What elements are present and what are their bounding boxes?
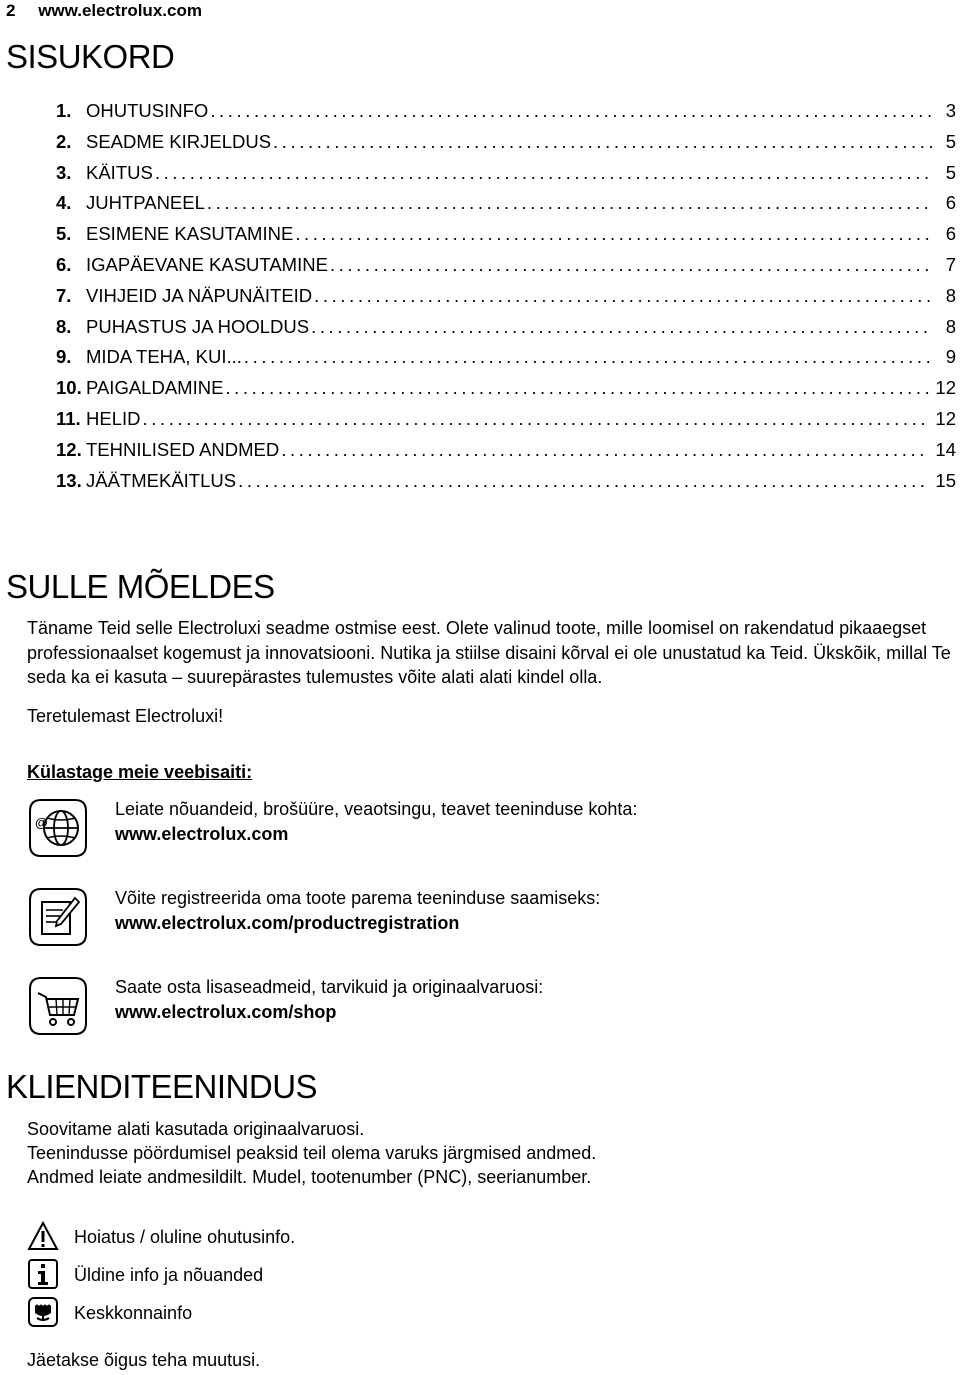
- toc-leader-dots: [244, 342, 932, 372]
- customer-service-line: Andmed leiate andmesildilt. Mudel, tootenumber (PNC), seerianumber.: [27, 1167, 592, 1187]
- page-number: 2: [6, 1, 16, 20]
- toc-entry-number: 1.: [56, 100, 72, 121]
- toc-entry-number: 2.: [56, 130, 72, 152]
- toc-entry-page: 3: [945, 100, 956, 121]
- toc-leader-dots: [281, 435, 929, 465]
- toc-leader-dots: [273, 127, 932, 157]
- toc-leader-dots: [143, 404, 930, 434]
- toc-entry[interactable]: [56, 158, 956, 189]
- customer-service-line: Teenindusse pöördumisel peaksid teil olema varuks järgmised andmed.: [27, 1143, 597, 1163]
- warning-icon: [27, 1220, 59, 1252]
- toc-entry-title: KÄITUS: [86, 161, 153, 183]
- toc-entry-page: 5: [945, 161, 956, 183]
- legend-text: Üldine info ja nõuanded: [74, 1265, 264, 1285]
- toc-entry-title: VIHJEID JA NÄPUNÄITEID: [86, 284, 313, 306]
- shopping-cart-icon: [27, 975, 89, 1037]
- toc-leader-dots: [311, 312, 932, 342]
- website-link[interactable]: www.electrolux.com/productregistration: [115, 912, 460, 933]
- toc-entry-title: MIDA TEHA, KUI...: [86, 346, 242, 368]
- legend-row-environment: [27, 1296, 527, 1332]
- toc-entry-title: PUHASTUS JA HOOLDUS: [86, 315, 310, 337]
- toc-entry-number: 9.: [56, 346, 72, 368]
- toc-heading: SISUKORD: [6, 38, 175, 75]
- toc-leader-dots: [238, 466, 929, 496]
- legend-text: Hoiatus / oluline ohutusinfo.: [74, 1227, 296, 1247]
- toc-entry-page: 12: [935, 407, 956, 429]
- svg-text:@: @: [35, 815, 48, 830]
- toc-leader-dots: [314, 281, 932, 311]
- legend-row-warning: [27, 1220, 527, 1256]
- customer-service-heading: KLIENDITEENINDUS: [6, 1068, 318, 1105]
- toc-entry[interactable]: [56, 312, 956, 343]
- toc-entry-title: HELID: [86, 407, 141, 429]
- intro-heading: SULLE MÕELDES: [6, 568, 275, 605]
- legend-text: Keskkonnainfo: [74, 1303, 193, 1323]
- toc-entry-page: 7: [945, 253, 956, 275]
- toc-entry-number: 4.: [56, 192, 72, 214]
- toc-entry-page: 8: [945, 284, 956, 306]
- toc-entry-number: 5.: [56, 223, 72, 245]
- table-of-contents: [56, 96, 956, 496]
- toc-entry-title: TEHNILISED ANDMED: [86, 438, 280, 460]
- website-link[interactable]: www.electrolux.com: [115, 823, 289, 844]
- info-icon: [27, 1258, 59, 1290]
- toc-entry[interactable]: [56, 127, 956, 158]
- legend-row-info: [27, 1258, 527, 1294]
- toc-entry-number: 12.: [56, 438, 82, 460]
- toc-entry-title: JUHTPANEEL: [86, 192, 205, 214]
- toc-leader-dots: [295, 219, 932, 249]
- toc-leader-dots: [210, 96, 932, 126]
- toc-entry-title: OHUTUSINFO: [86, 100, 209, 121]
- toc-entry-title: IGAPÄEVANE KASUTAMINE: [86, 253, 328, 275]
- toc-entry-page: 9: [945, 346, 956, 368]
- intro-paragraph: Täname Teid selle Electroluxi seadme ostmise eest. Olete valinud toote, mille loomisel on rakendatud pikaaegset professionaalset kogemust ja innovatsiooni. Nutika ja stiilse disaini kõrval ei ole unustatud ka Teid. Ükskõik, millal Te seda ka ei kasuta – suurepärastes tulemustes võite alati alati kindel olla.: [27, 618, 951, 687]
- toc-entry[interactable]: [56, 250, 956, 281]
- page-header: [6, 0, 202, 22]
- toc-entry[interactable]: [56, 404, 956, 435]
- toc-entry-number: 13.: [56, 469, 82, 491]
- website-row-shop: [27, 975, 947, 1045]
- toc-entry-page: 6: [945, 192, 956, 214]
- footer-note: Jäetakse õigus teha muutusi.: [27, 1350, 261, 1370]
- toc-leader-dots: [207, 188, 932, 218]
- toc-entry-number: 6.: [56, 253, 72, 275]
- toc-entry-page: 12: [935, 377, 956, 399]
- toc-entry-page: 8: [945, 315, 956, 337]
- website-row-description: Saate osta lisaseadmeid, tarvikuid ja originaalvaruosi:: [115, 977, 544, 997]
- toc-entry[interactable]: [56, 373, 956, 404]
- customer-service-line: Soovitame alati kasutada originaalvaruosi.: [27, 1119, 365, 1139]
- toc-entry-page: 14: [935, 438, 956, 460]
- toc-entry-number: 3.: [56, 161, 72, 183]
- toc-entry[interactable]: [56, 96, 956, 127]
- toc-entry-page: 6: [945, 223, 956, 245]
- toc-entry[interactable]: [56, 219, 956, 250]
- toc-entry-title: JÄÄTMEKÄITLUS: [86, 469, 237, 491]
- website-row-text: [115, 886, 600, 935]
- toc-leader-dots: [330, 250, 932, 280]
- website-link[interactable]: www.electrolux.com/shop: [115, 1001, 337, 1022]
- website-row-registration: [27, 886, 947, 956]
- website-row-info: [27, 797, 947, 867]
- toc-leader-dots: [225, 373, 929, 403]
- website-row-text: [115, 797, 637, 846]
- web-globe-icon: [27, 797, 89, 859]
- header-website: www.electrolux.com: [38, 1, 202, 20]
- toc-entry[interactable]: [56, 281, 956, 312]
- toc-entry[interactable]: [56, 342, 956, 373]
- toc-entry[interactable]: [56, 435, 956, 466]
- welcome-text: Teretulemast Electroluxi!: [27, 706, 224, 726]
- registration-form-icon: [27, 886, 89, 948]
- toc-entry-number: 10.: [56, 377, 82, 399]
- toc-entry-title: PAIGALDAMINE: [86, 377, 224, 399]
- toc-entry[interactable]: [56, 188, 956, 219]
- toc-entry-page: 5: [945, 130, 956, 152]
- toc-entry[interactable]: [56, 466, 956, 497]
- toc-entry-title: ESIMENE KASUTAMINE: [86, 223, 294, 245]
- toc-leader-dots: [155, 158, 932, 188]
- toc-entry-number: 8.: [56, 315, 72, 337]
- website-row-description: Leiate nõuandeid, brošüüre, veaotsingu, teavet teeninduse kohta:: [115, 799, 638, 819]
- toc-entry-number: 11.: [56, 407, 81, 429]
- visit-label: Külastage meie veebisaiti:: [27, 762, 253, 782]
- website-row-description: Võite registreerida oma toote parema teeninduse saamiseks:: [115, 888, 601, 908]
- toc-entry-page: 15: [935, 469, 956, 491]
- toc-entry-title: SEADME KIRJELDUS: [86, 130, 272, 152]
- website-row-text: [115, 975, 543, 1024]
- environment-icon: [27, 1296, 59, 1328]
- toc-entry-number: 7.: [56, 284, 72, 306]
